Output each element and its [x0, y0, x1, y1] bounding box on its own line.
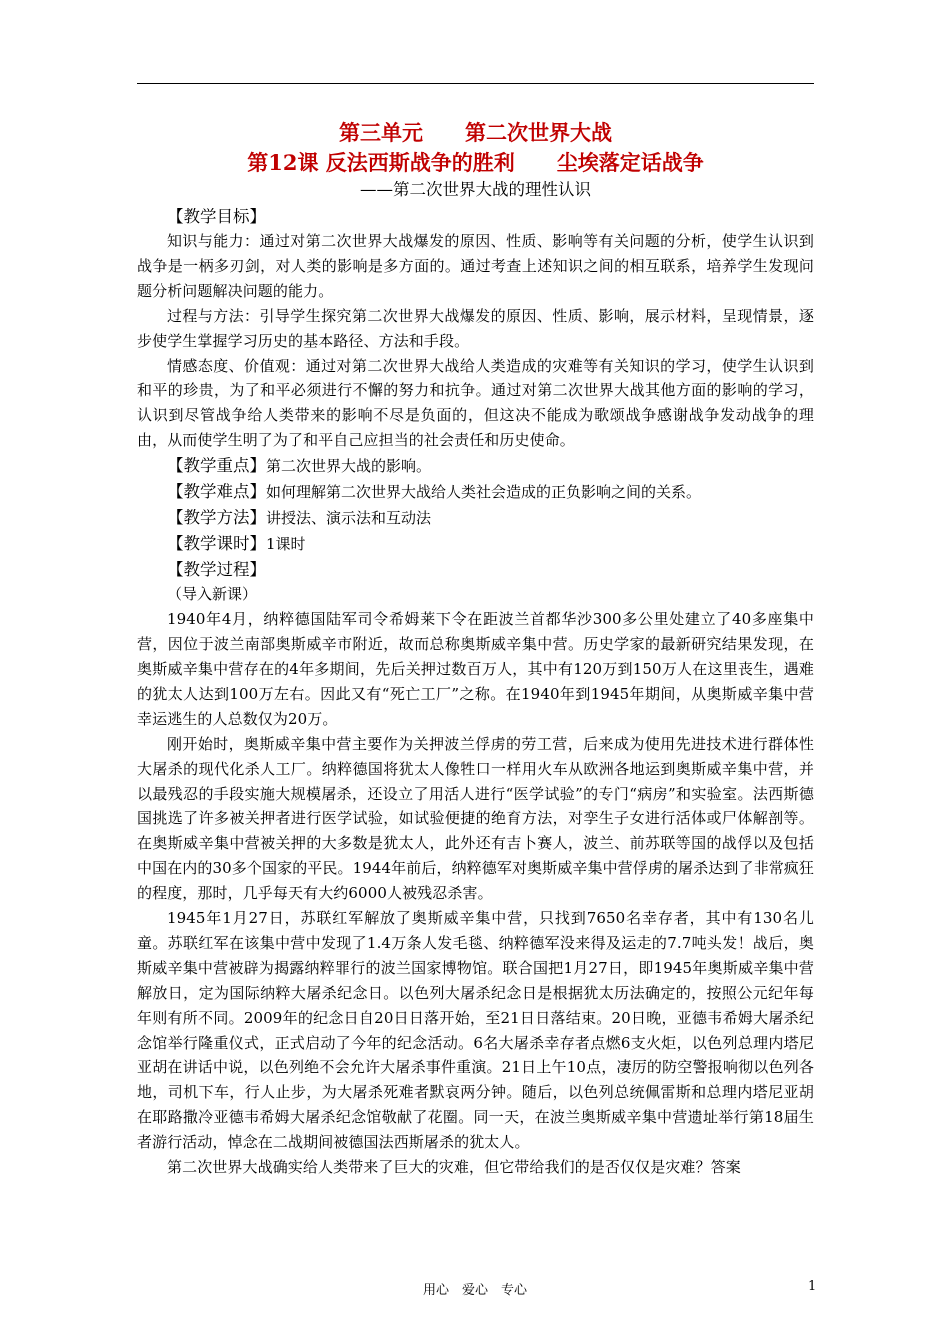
process-heading: 【教学过程】: [167, 560, 266, 580]
method-line: [137, 505, 814, 531]
intro-label: （导入新课）: [167, 585, 258, 604]
footer-motto: 用心 爱心 专心: [422, 1283, 527, 1298]
header-rule: [137, 83, 814, 84]
key-point-text: 第二次世界大战的影响。: [266, 457, 432, 476]
key-point-line: [137, 453, 814, 479]
goal-process: 过程与方法：引导学生探究第二次世界大战爆发的原因、性质、影响，展示材料，呈现情景，逐步使学生掌握学习历史的基本路径、方法和手段。: [137, 306, 814, 350]
document-body: [137, 118, 814, 1180]
difficult-point-line: [137, 479, 814, 505]
hours-text: 1课时: [266, 535, 306, 554]
method-label: 【教学方法】: [167, 508, 266, 528]
goals-heading: 【教学目标】: [167, 207, 266, 226]
body-paragraph-1: 1940年4月，纳粹德国陆军司令希姆莱下令在距波兰首都华沙300多公里处建立了40多座集中营，因位于波兰南部奥斯威辛市附近，故而总称奥斯威辛集中营。历史学家的最新研究结果发现，在奥斯威辛集中营存在的4年多期间，先后关押过数百万人，其中有120万到150万人在这里丧生，遇难的犹太人达到100万左右。因此又有“死亡工厂”之称。在1940年到1945年期间，从奥斯威辛集中营幸运逃生的人总数仅为20万。: [137, 610, 814, 728]
unit-title: 第三单元 第二次世界大战: [339, 120, 612, 145]
lesson-title: 第12课 反法西斯战争的胜利 尘埃落定话战争: [247, 150, 704, 175]
goal-values: 情感态度、价值观：通过对第二次世界大战给人类造成的灾难等有关知识的学习，使学生认识到和平的珍贵，为了和平必须进行不懈的努力和抗争。通过对第二次世界大战其他方面的影响的学习，认识到尽管战争给人类带来的影响不尽是负面的，但这决不能成为歌颂战争感谢战争发动战争的理由，从而使学生明了为了和平自己应担当的社会责任和历史使命。: [137, 356, 814, 450]
difficult-point-label: 【教学难点】: [167, 482, 266, 502]
difficult-point-text: 如何理解第二次世界大战给人类社会造成的正负影响之间的关系。: [266, 483, 702, 502]
method-text: 讲授法、演示法和互动法: [266, 509, 432, 528]
lesson-subtitle: ——第二次世界大战的理性认识: [360, 180, 591, 199]
hours-line: [137, 531, 814, 557]
body-paragraph-3: 1945年1月27日，苏联红军解放了奥斯威辛集中营，只找到7650名幸存者，其中有130名儿童。苏联红军在该集中营中发现了1.4万条人发毛毯、纳粹德军没来得及运走的7.7吨头发！战后，奥斯威辛集中营被辟为揭露纳粹罪行的波兰国家博物馆。联合国把1月27日，即1945年奥斯威辛集中营解放日，定为国际纳粹大屠杀纪念日。以色列大屠杀纪念日是根据犹太历法确定的，按照公元纪年每年则有所不同。2009年的纪念日自20日日落开始，至21日日落结束。20日晚，亚德韦希姆大屠杀纪念馆举行隆重仪式，正式启动了今年的纪念活动。6名大屠杀幸存者点燃6支火炬，以色列总理内塔尼亚胡在讲话中说，以色列绝不会允许大屠杀事件重演。21日上午10点，凄厉的防空警报响彻以色列各地，司机下车，行人止步，为大屠杀死难者默哀两分钟。随后，以色列总统佩雷斯和总理内塔尼亚胡在耶路撒冷亚德韦希姆大屠杀纪念馆敬献了花圈。同一天，在波兰奥斯威辛集中营遗址举行第18届生者游行活动，悼念在二战期间被德国法西斯屠杀的犹太人。: [137, 909, 814, 1152]
body-paragraph-4: 第二次世界大战确实给人类带来了巨大的灾难，但它带给我们的是否仅仅是灾难？答案: [167, 1158, 741, 1177]
hours-label: 【教学课时】: [167, 534, 266, 554]
key-point-label: 【教学重点】: [167, 456, 266, 476]
goal-knowledge: 知识与能力：通过对第二次世界大战爆发的原因、性质、影响等有关问题的分析，使学生认识到战争是一柄多刃剑，对人类的影响是多方面的。通过考查上述知识之间的相互联系，培养学生发现问题分析问题解决问题的能力。: [137, 232, 814, 300]
page-number: 1: [808, 1279, 817, 1294]
body-paragraph-2: 刚开始时，奥斯威辛集中营主要作为关押波兰俘虏的劳工营，后来成为使用先进技术进行群体性大屠杀的现代化杀人工厂。纳粹德国将犹太人像牲口一样用火车从欧洲各地运到奥斯威辛集中营，并以最残忍的手段实施大规模屠杀，还设立了用活人进行“医学试验”的专门“病房”和实验室。法西斯德国挑选了许多被关押者进行医学试验，如试验便捷的绝育方法，对孪生子女进行活体或尸体解剖等。在奥斯威辛集中营被关押的大多数是犹太人，此外还有吉卜赛人，波兰、前苏联等国的战俘以及包括中国在内的30多个国家的平民。1944年前后，纳粹德军对奥斯威辛集中营俘虏的屠杀达到了非常疯狂的程度，那时，几乎每天有大约6000人被残忍杀害。: [137, 734, 814, 903]
